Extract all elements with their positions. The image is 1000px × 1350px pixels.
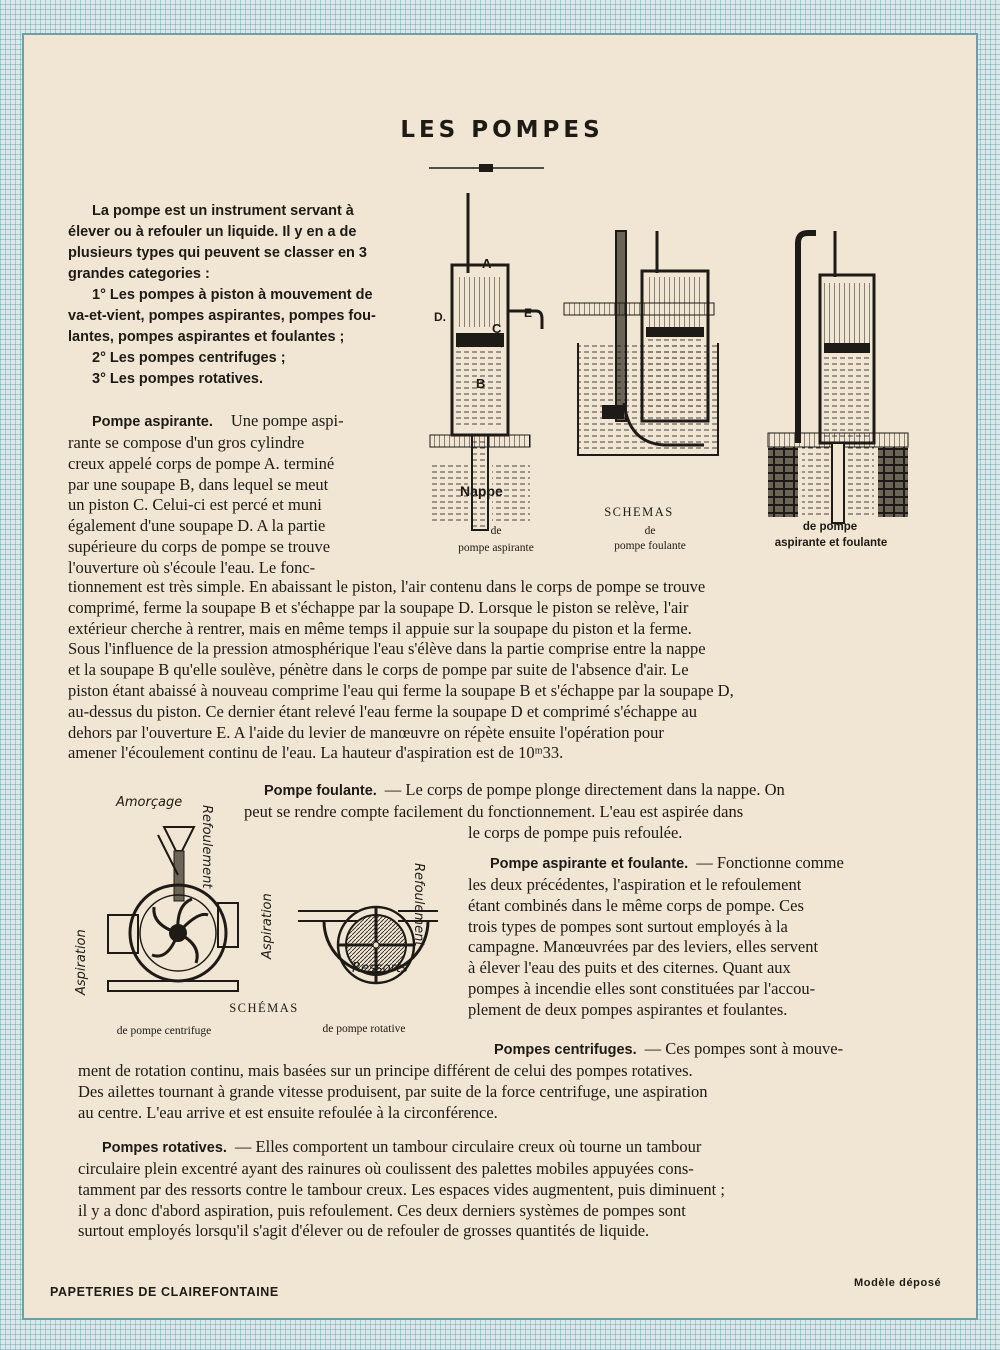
rotatives-heading: Pompes rotatives. <box>102 1140 227 1156</box>
centrifuges-heading: Pompes centrifuges. <box>494 1042 637 1058</box>
caption-foulante-de: de <box>644 525 656 537</box>
intro-line: grandes categories : <box>68 266 210 282</box>
caption-foulante: pompe foulante <box>614 540 686 552</box>
asp-foul-line: les deux précédentes, l'aspiration et le refoulement <box>468 875 802 894</box>
caption-asp-foul-de: de pompe <box>802 521 858 533</box>
intro-block <box>68 201 408 390</box>
top-schemas-title: SCHEMAS <box>604 505 674 519</box>
aspirante-narrow-block <box>68 411 410 579</box>
aspirante-wide-line: Sous l'influence de la pression atmosphérique l'eau s'élève dans la partie comprise entre la nappe <box>68 639 706 659</box>
aspirante-wide-line: au-dessus du piston. Ce dernier étant relevé l'eau ferme la soupape D et comprimé s'échappe au <box>68 701 698 721</box>
pompe-centrifuge-diagram <box>108 827 238 991</box>
label-c: C <box>492 321 502 336</box>
aspirante-line: l'ouverture où s'écoule l'eau. Le fonc- <box>68 557 316 577</box>
asp-foul-line: étant combinés dans le même corps de pompe. Ces <box>468 895 804 915</box>
label-b: B <box>476 376 486 391</box>
aspirante-wide-line: dehors par l'ouverture E. A l'aide du levier de manœuvre on répète ensuite l'opération pour <box>68 722 664 742</box>
label-e: E <box>524 306 533 320</box>
intro-line: 2° Les pompes centrifuges ; <box>92 350 286 366</box>
footer-publisher: PAPETERIES DE CLAIREFONTAINE <box>50 1285 279 1299</box>
aspirante-line: supérieure du corps de pompe se trouve <box>68 536 331 556</box>
label-aspiration-rotative: Aspiration <box>260 893 275 959</box>
intro-line: 3° Les pompes rotatives. <box>92 371 263 387</box>
asp-foul-line: plement de deux pompes aspirantes et foulantes. <box>468 999 788 1019</box>
centrifuges-block <box>78 1039 923 1123</box>
page-title: LES POMPES <box>400 117 604 143</box>
footer-model: Modèle déposé <box>854 1277 942 1289</box>
centrifuges-line: — Ces pompes sont à mouve- <box>644 1039 844 1058</box>
caption-aspirante-de: de <box>490 525 502 537</box>
intro-line: lantes, pompes aspirantes et foulantes ; <box>68 329 345 345</box>
caption-asp-foul: aspirante et foulante <box>774 537 888 549</box>
aspirante-line: un piston C. Celui-ci est percé et muni <box>68 495 322 515</box>
asp-foul-line: trois types de pompes sont surtout employés à la <box>468 916 788 936</box>
intro-line: La pompe est un instrument servant à <box>92 203 354 219</box>
caption-aspirante: pompe aspirante <box>458 542 534 554</box>
aspirante-line: rante se compose d'un gros cylindre <box>68 433 305 452</box>
centrifuges-line: ment de rotation continu, mais basées sur un principe différent de celui des pompes rotatives. <box>78 1061 693 1080</box>
rotatives-line: — Elles comportent un tambour circulaire creux où tourne un tambour <box>234 1137 702 1156</box>
asp-foul-line: — Fonctionne comme <box>696 853 844 872</box>
title-ornament <box>429 162 544 174</box>
aspirante-line: par une soupape B, dans lequel se meut <box>68 474 329 494</box>
label-a: A <box>482 256 492 271</box>
aspirante-wide-line: extérieur cherche à rentrer, mais en même temps il appuie sur la soupape du piston et la ferme. <box>68 618 692 638</box>
intro-line: plusieurs types qui peuvent se classer en 3 <box>68 245 367 261</box>
asp-foul-line: à élever l'eau des puits et des citernes. Quant aux <box>468 958 791 978</box>
aspirante-wide-line: tionnement est très simple. En abaissant le piston, l'air contenu dans le corps de pompe se trouve <box>68 577 706 596</box>
intro-line: 1° Les pompes à piston à mouvement de <box>92 287 373 303</box>
label-nappe: Nappe <box>460 483 503 499</box>
foulante-line: peut se rendre compte facilement du fonctionnement. L'eau est aspirée dans <box>244 802 744 821</box>
label-refoulement-centrifuge: Refoulement <box>199 805 214 889</box>
rotatives-line: il y a donc d'abord aspiration, puis refoulement. Ces deux derniers systèmes de pompes sont <box>78 1200 686 1220</box>
bottom-schemas-title: SCHÉMAS <box>229 1001 299 1015</box>
aspirante-line: creux appelé corps de pompe A. terminé <box>68 453 335 473</box>
label-refoulement-rotative: Refoulement <box>411 863 426 947</box>
intro-line: élever ou à refouler un liquide. Il y en a de <box>68 224 357 240</box>
rotatives-line: surtout employés lorsqu'il s'agit d'élever ou de refouler de grosses quantités de liquide. <box>78 1221 650 1241</box>
aspirante-wide-line: amener l'écoulement continu de l'eau. La hauteur d'aspiration est de 10ᵐ33. <box>68 743 564 763</box>
aspirante-line: également d'une soupape D. A la partie <box>68 516 326 536</box>
rotatives-line: tamment par des ressorts contre le tambour creux. Les espaces vides augmentent, puis diminuent ; <box>78 1179 725 1199</box>
asp-foul-heading: Pompe aspirante et foulante. <box>490 856 689 872</box>
label-aspiration-centrifuge: Aspiration <box>74 929 89 995</box>
asp-foul-line: pompes à incendie elles sont constituées par l'accou- <box>468 978 816 998</box>
pompe-aspirante-foulante-diagram <box>768 231 908 523</box>
caption-centrifuge: de pompe centrifuge <box>116 1025 212 1037</box>
label-amorcage: Amorçage <box>116 795 183 810</box>
aspirante-wide-block <box>68 577 918 764</box>
foulante-heading: Pompe foulante. <box>264 783 377 799</box>
rotatives-block <box>78 1137 928 1242</box>
foulante-line: le corps de pompe puis refoulée. <box>468 822 683 842</box>
label-d: D. <box>434 310 446 324</box>
foulante-line: — Le corps de pompe plonge directement dans la nappe. On <box>384 780 785 799</box>
aspirante-wide-line: comprimé, ferme la soupape B et s'échappe par la soupape D. Lorsque le piston se relève, l'air <box>68 597 689 617</box>
aspirante-line: Une pompe aspi- <box>230 411 344 430</box>
asp-foul-block <box>468 853 923 1021</box>
bottom-figures-svg <box>68 815 448 1005</box>
aspirante-heading: Pompe aspirante. <box>92 414 213 430</box>
centrifuges-line: au centre. L'eau arrive et est ensuite refoulée à la circonférence. <box>78 1102 498 1122</box>
page-sheet <box>22 33 978 1320</box>
asp-foul-line: campagne. Manœuvrées par des leviers, elles servent <box>468 937 819 957</box>
aspirante-wide-line: et la soupape B qu'elle soulève, pénètre dans le corps de pompe par suite de l'absence d'air. Le <box>68 660 689 680</box>
pompe-aspirante-diagram <box>430 193 542 530</box>
aspirante-wide-line: piston étant abaissé à nouveau comprime l'eau qui ferme la soupape B et s'échappe par la soupape D, <box>68 680 734 700</box>
intro-line: va-et-vient, pompes aspirantes, pompes fou- <box>68 308 376 324</box>
pompe-foulante-diagram <box>564 231 718 455</box>
label-ressorts: Ressorts <box>352 961 408 976</box>
centrifuges-line: Des ailettes tournant à grande vitesse produisent, par suite de la force centrifuge, une aspiration <box>78 1081 708 1101</box>
caption-rotative: de pompe rotative <box>322 1023 406 1035</box>
rotatives-line: circulaire plein excentré ayant des rainures où coulissent des palettes mobiles appuyées cons- <box>78 1159 694 1178</box>
